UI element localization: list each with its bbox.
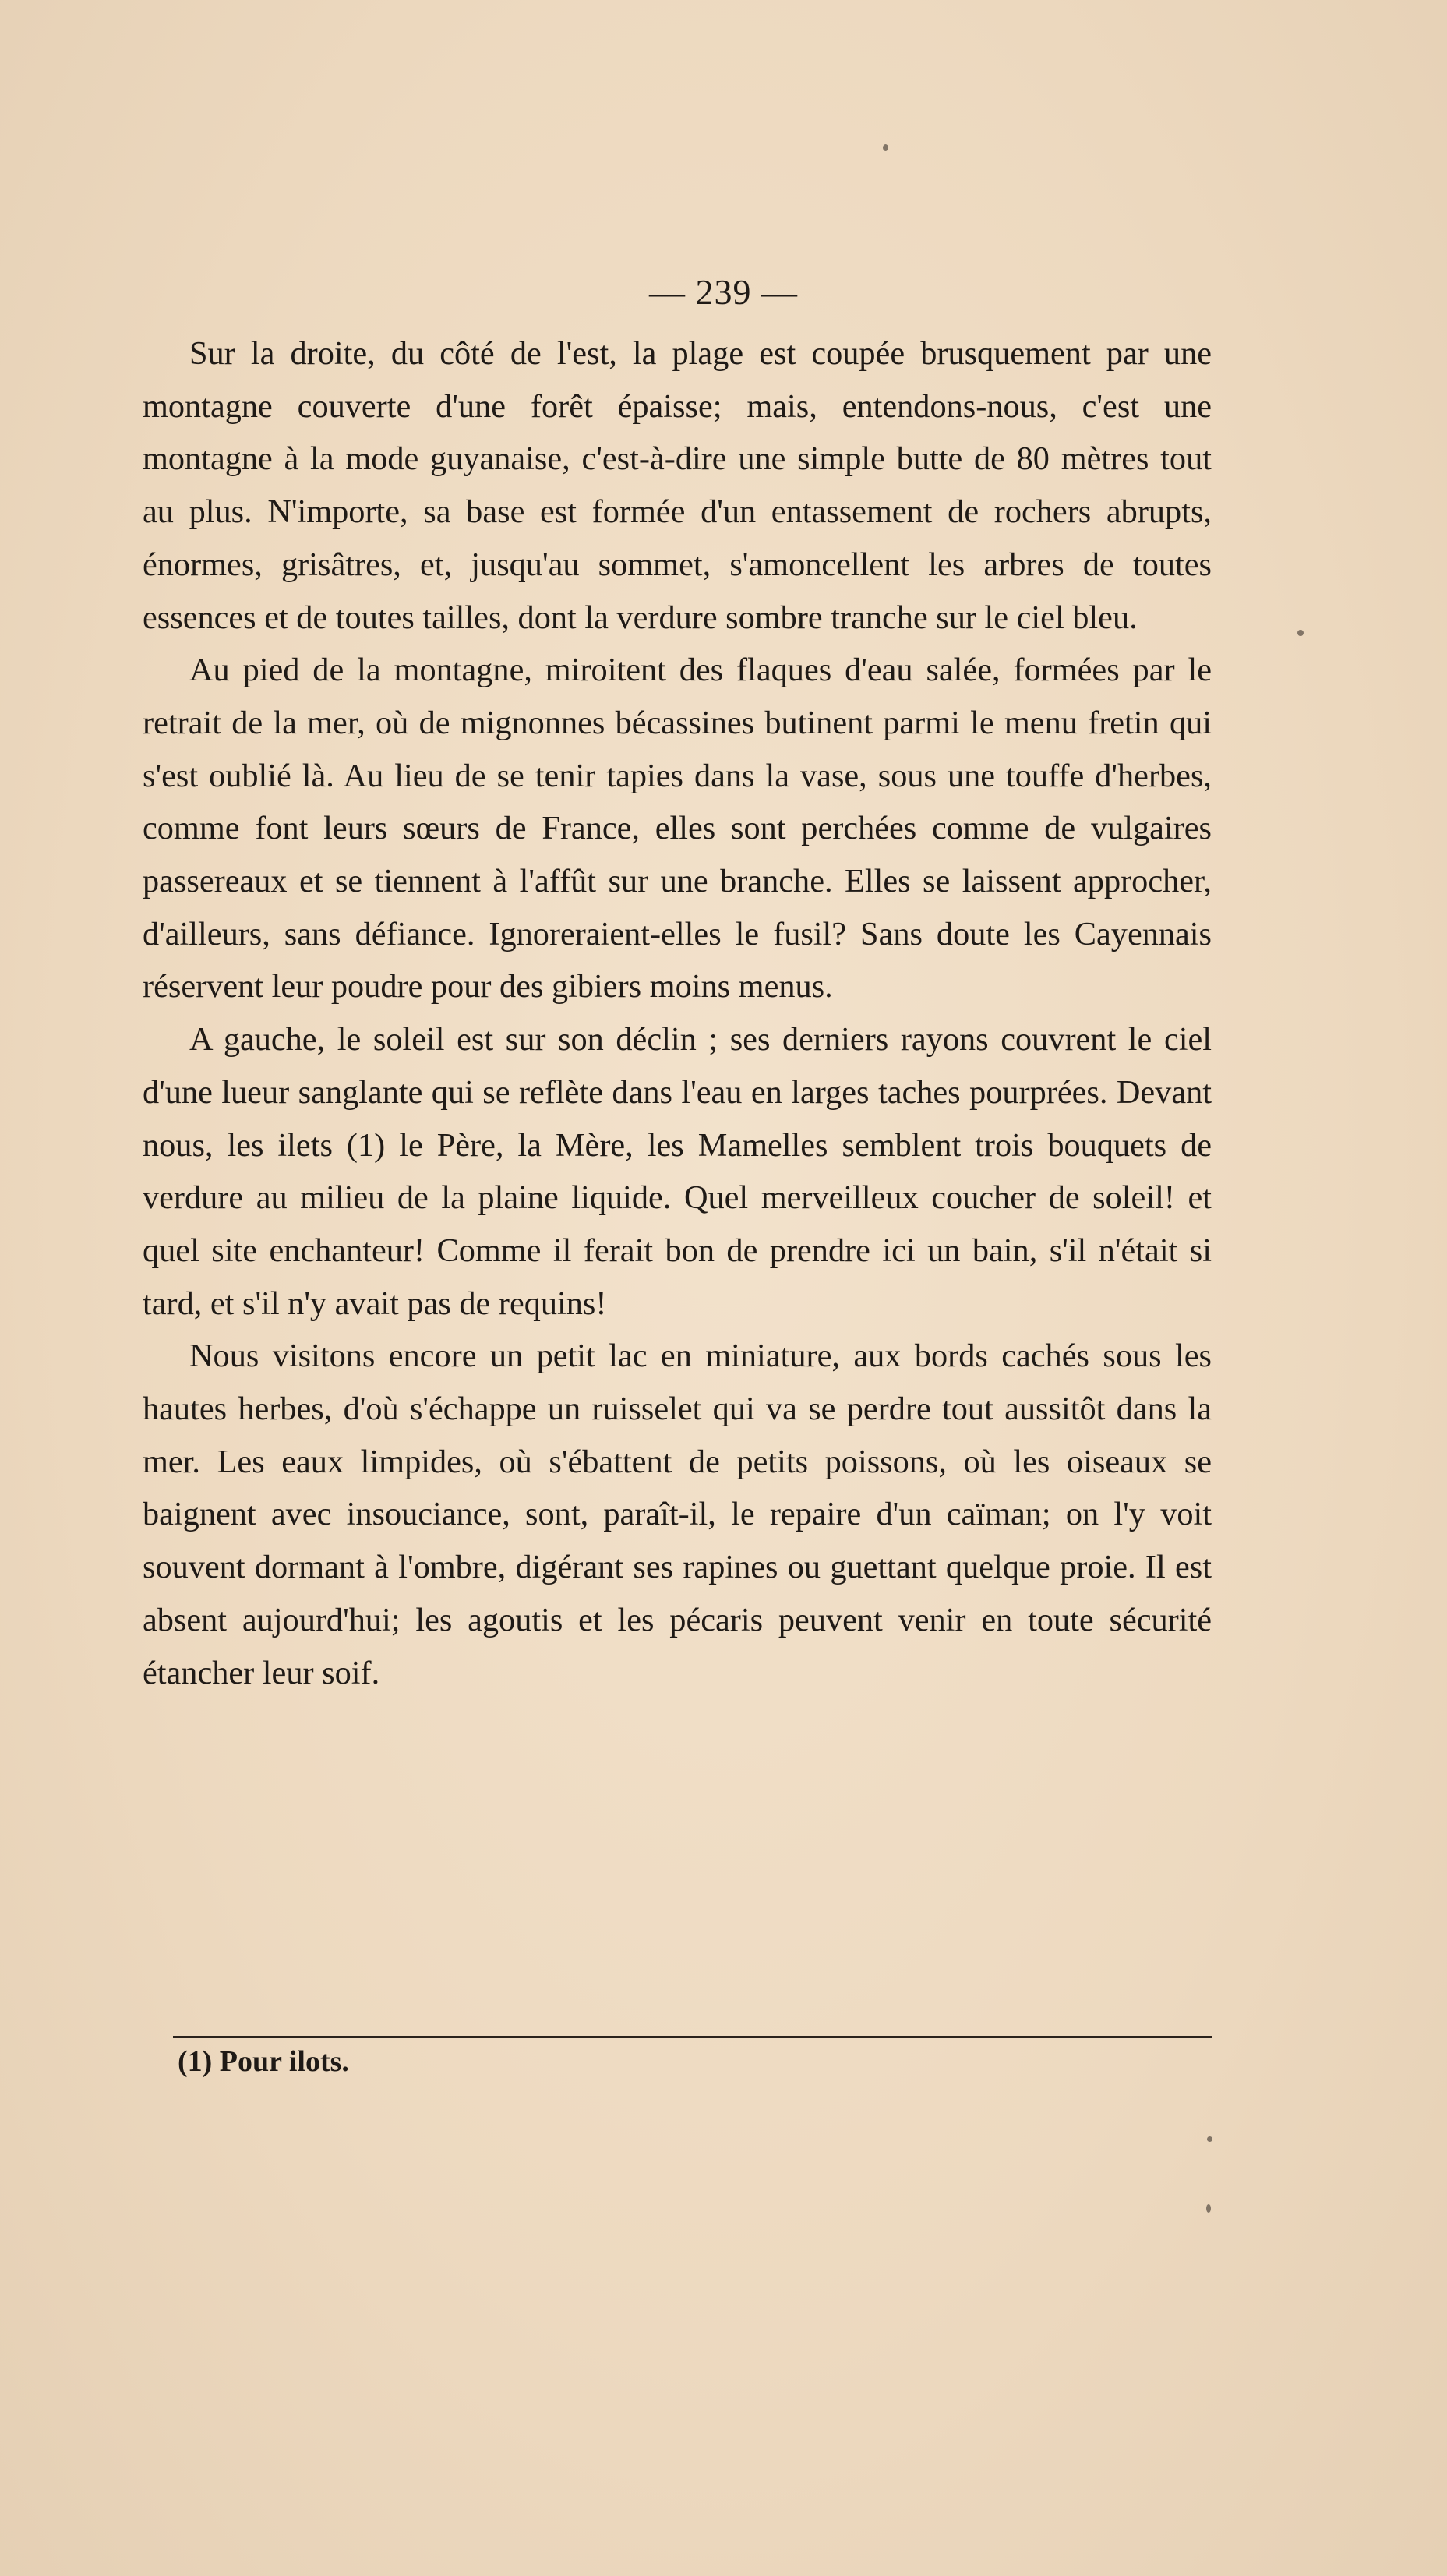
ink-speck [883, 144, 888, 151]
ink-speck [1206, 2204, 1211, 2213]
ink-speck [1207, 2136, 1212, 2142]
body-text [143, 327, 1212, 1699]
footnote-rule [173, 2036, 1212, 2038]
ink-speck [1297, 630, 1304, 636]
paragraph: A gauche, le soleil est sur son déclin ; ses derniers rayons couvrent le ciel d'une lueur sanglante qui se reflète dans l'eau en larges taches pourprées. Devant nous, les ilets (1) le Père, la Mère, les Mamelles semblent trois bouquets de verdure au milieu de la plaine liquide. Quel merveilleux coucher de soleil! et quel site enchanteur! Comme il ferait bon de prendre ici un bain, s'il n'était si tard, et s'il n'y avait pas de requins! [143, 1021, 1212, 1322]
page-number: — 239 — [649, 272, 798, 312]
paragraph: Au pied de la montagne, miroitent des flaques d'eau salée, formées par le retrait de la mer, où de mignonnes bécassines butinent parmi le menu fretin qui s'est oublié là. Au lieu de se tenir tapies dans la vase, sous une touffe d'herbes, comme font leurs sœurs de France, elles sont perchées comme de vulgaires passereaux et se tiennent à l'affût sur une branche. Elles se laissent approcher, d'ailleurs, sans défiance. Ignoreraient-elles le fusil? Sans doute les Cayennais réservent leur poudre pour des gibiers moins menus. [143, 652, 1212, 1005]
paragraph: Nous visitons encore un petit lac en miniature, aux bords cachés sous les hautes herbes, d'où s'échappe un ruisselet qui va se perdre tout aussitôt dans la mer. Les eaux limpides, où s'ébattent de petits poissons, où les oiseaux se baignent avec insouciance, sont, paraît-il, le repaire d'un caïman; on l'y voit souvent dormant à l'ombre, digérant ses rapines ou guettant quelque proie. Il est absent aujourd'hui; les agoutis et les pécaris peuvent venir en toute sécurité étancher leur soif. [143, 1337, 1212, 1691]
paragraph: Sur la droite, du côté de l'est, la plage est coupée brusquement par une montagne couverte d'une forêt épaisse; mais, entendons-nous, c'est une montagne à la mode guyanaise, c'est-à-dire une simple butte de 80 mètres tout au plus. N'importe, sa base est formée d'un entassement de rochers abrupts, énormes, grisâtres, et, jusqu'au sommet, s'amoncellent les arbres de toutes essences et de toutes tailles, dont la verdure sombre tranche sur le ciel bleu. [143, 335, 1212, 636]
footnote: (1) Pour ilots. [178, 2045, 349, 2078]
